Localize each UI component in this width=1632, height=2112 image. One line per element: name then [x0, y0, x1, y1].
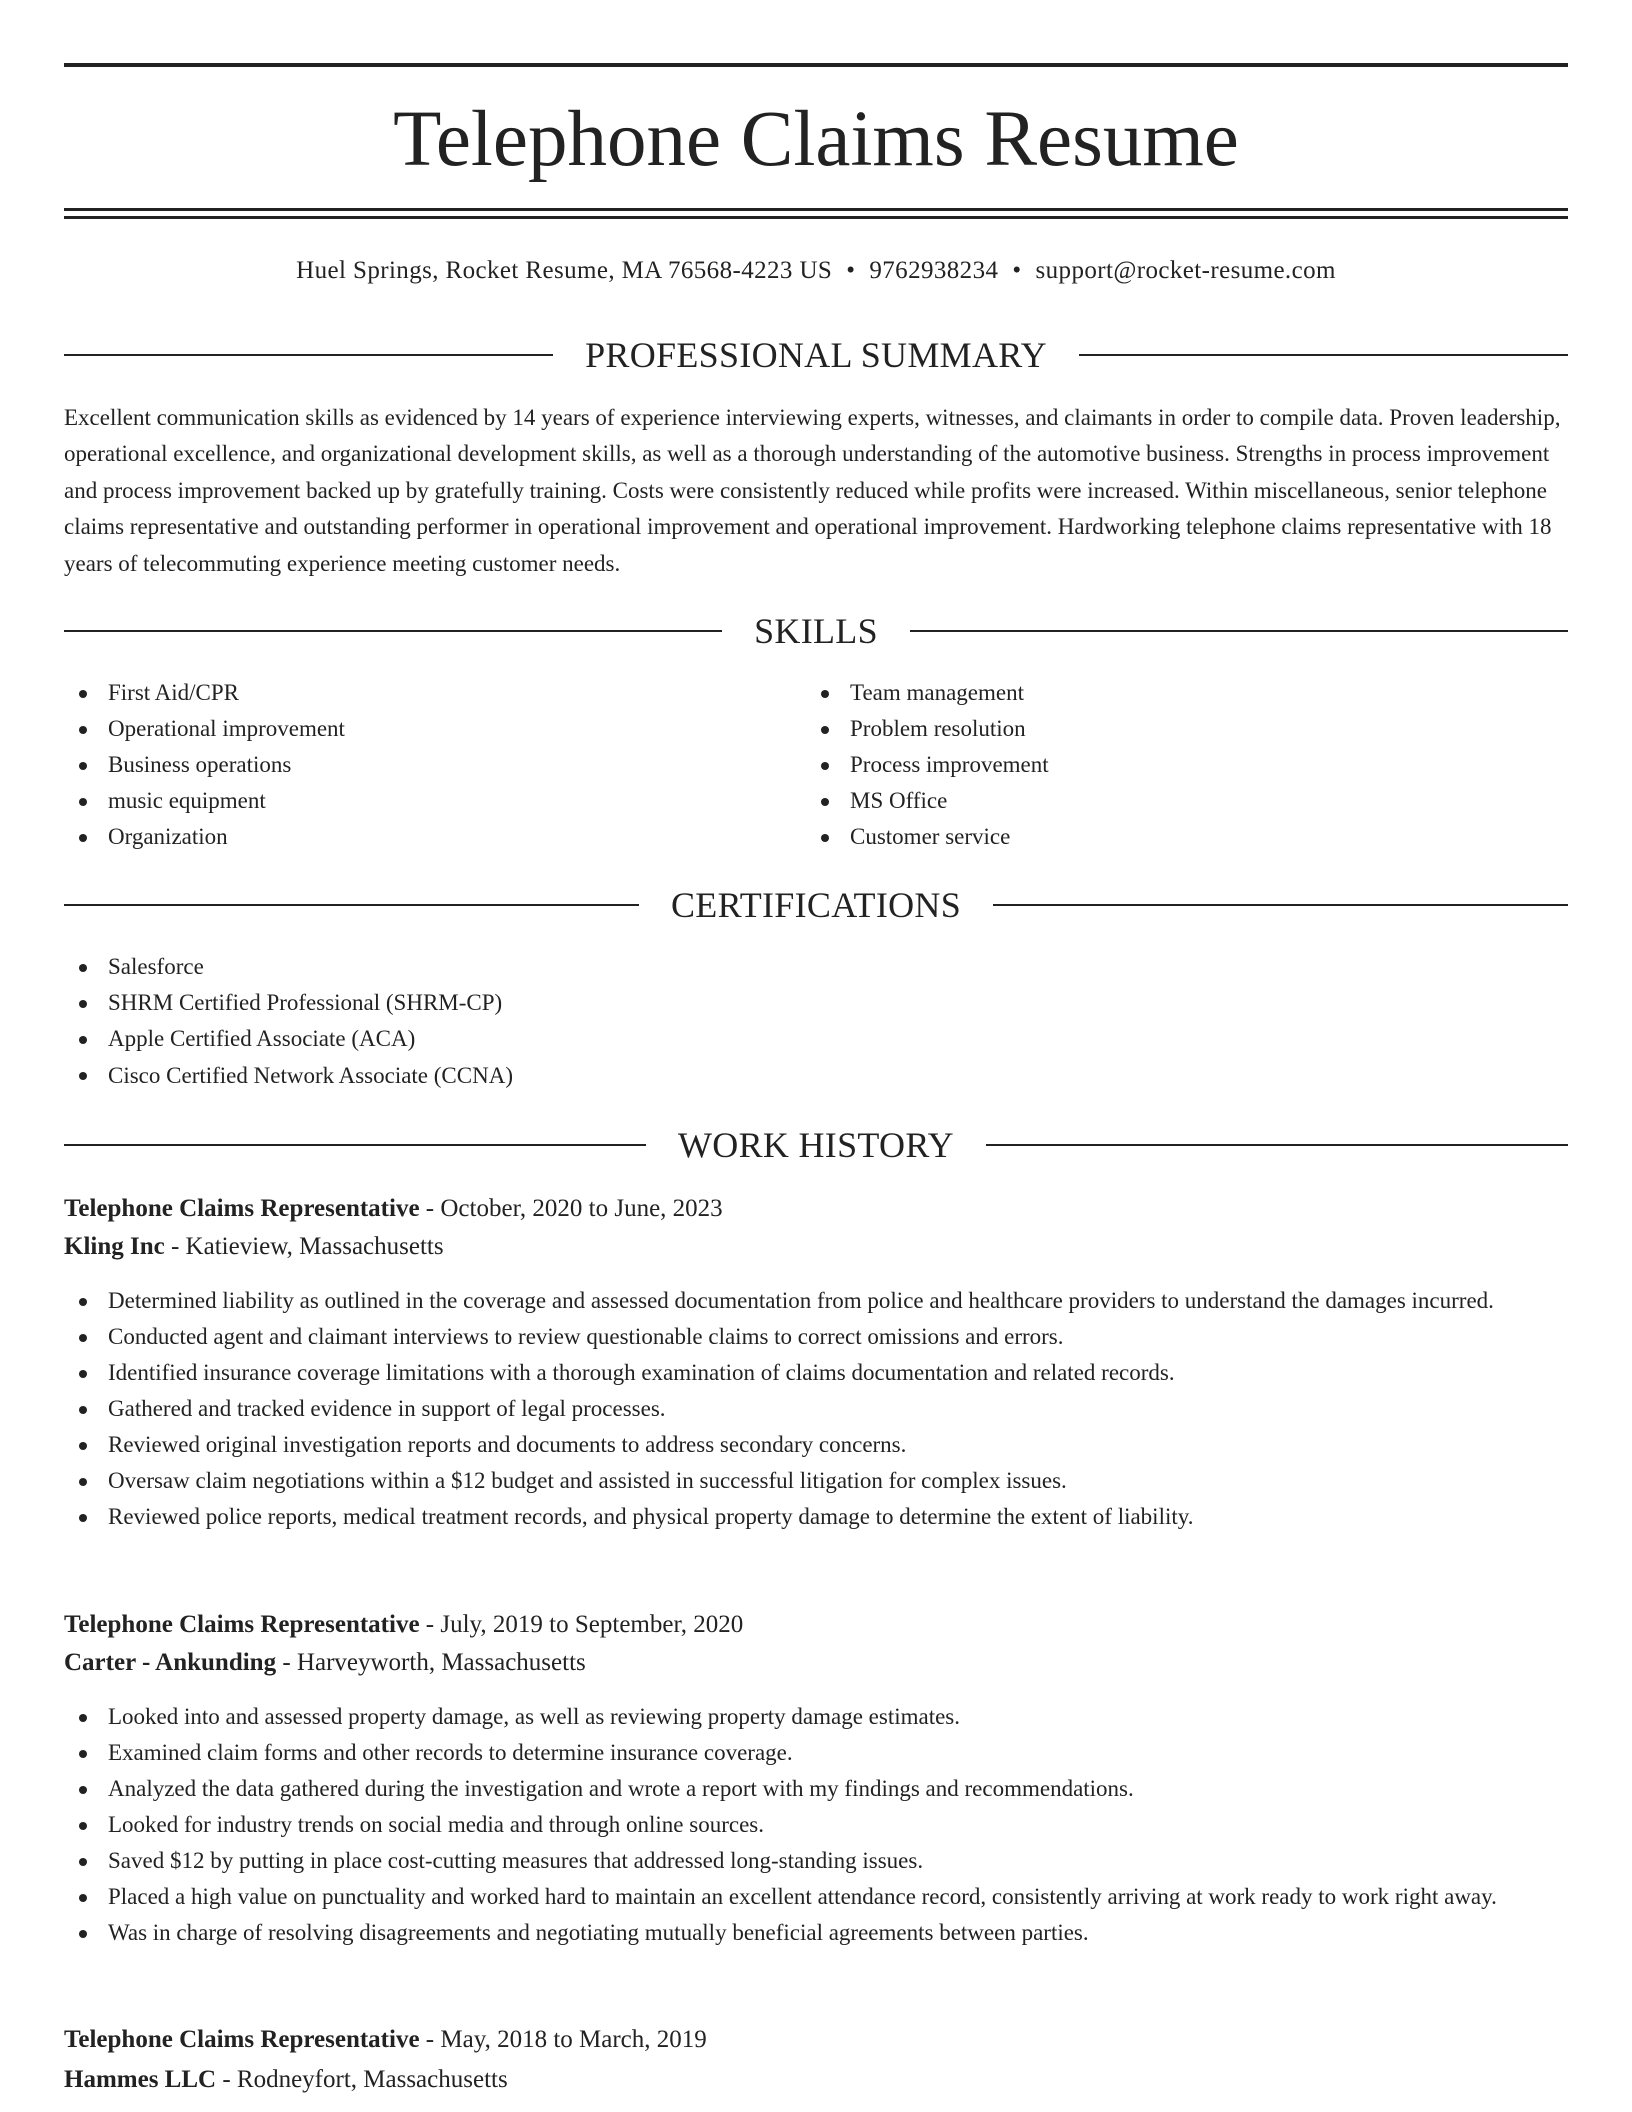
- heading-rule-left: [64, 1144, 646, 1146]
- job-duties-list: [64, 1283, 1568, 1535]
- job-dates: - May, 2018 to March, 2019: [419, 2026, 707, 2053]
- contact-separator: •: [1012, 257, 1022, 284]
- summary-heading-label: PROFESSIONAL SUMMARY: [585, 335, 1047, 375]
- skill-item: music equipment: [64, 783, 804, 819]
- duty-item: Determined liability as outlined in the coverage and assessed documentation from police and healthcare providers to understand the damages incurred.: [64, 1283, 1568, 1319]
- duty-item: Looked for industry trends on social media and through online sources.: [64, 1807, 1568, 1843]
- duty-item: Saved $12 by putting in place cost-cutting measures that addressed long-standing issues.: [64, 1843, 1568, 1879]
- title-double-rule-upper: [64, 208, 1568, 211]
- job-location: - Rodneyfort, Massachusetts: [216, 2066, 508, 2093]
- skill-item: First Aid/CPR: [64, 675, 804, 711]
- duty-item: Analyzed the data gathered during the investigation and wrote a report with my findings and recommendations.: [64, 1771, 1568, 1807]
- top-rule: [64, 63, 1568, 67]
- job-location: - Harveyworth, Massachusetts: [276, 1649, 586, 1676]
- duty-item: Reviewed police reports, medical treatment records, and physical property damage to determine the extent of liability.: [64, 1499, 1568, 1535]
- certification-item: Cisco Certified Network Associate (CCNA): [64, 1057, 1568, 1095]
- duty-item: Placed a high value on punctuality and worked hard to maintain an excellent attendance record, consistently arriving at work ready to work right away.: [64, 1879, 1568, 1915]
- skill-item: Problem resolution: [806, 711, 1546, 747]
- certification-item: Salesforce: [64, 949, 1568, 985]
- certifications-heading-label: CERTIFICATIONS: [670, 885, 962, 925]
- duty-item: Gathered and tracked evidence in support of legal processes.: [64, 1391, 1568, 1427]
- contact-phone: 9762938234: [869, 257, 999, 284]
- skill-item: Operational improvement: [64, 711, 804, 747]
- job-dates: - July, 2019 to September, 2020: [419, 1611, 744, 1638]
- job-location: - Katieview, Massachusetts: [164, 1233, 444, 1260]
- contact-line: [64, 254, 1568, 288]
- title-double-rule-lower: [64, 216, 1568, 219]
- job-title-line: [64, 2022, 1568, 2058]
- job-duties-list: [64, 1699, 1568, 1951]
- job-company: Carter - Ankunding: [64, 1649, 277, 1676]
- heading-rule-right: [910, 630, 1568, 632]
- heading-rule-right: [993, 904, 1568, 906]
- certification-item: SHRM Certified Professional (SHRM-CP): [64, 985, 1568, 1021]
- duty-item: Identified insurance coverage limitations with a thorough examination of claims documentation and related records.: [64, 1355, 1568, 1391]
- skill-item: Organization: [64, 819, 804, 855]
- job-title-line: [64, 1191, 1568, 1227]
- job-company: Hammes LLC: [64, 2066, 217, 2093]
- resume-title: Telephone Claims Resume: [393, 96, 1239, 183]
- job-title: Telephone Claims Representative: [64, 2026, 420, 2053]
- skill-item: Business operations: [64, 747, 804, 783]
- skill-item: Team management: [806, 675, 1546, 711]
- summary-text: Excellent communication skills as evidenced by 14 years of experience interviewing experts, witnesses, and claimants in order to compile data. Proven leadership, operational excellence, and organizational development skills, as well as a thorough understanding of the automotive business. Strengths in process improvement and process improvement backed up by gratefully training. Costs were consistently reduced while profits were increased. Within miscellaneous, senior telephone claims representative and outstanding performer in operational improvement and operational improvement. Hardworking telephone claims representative with 18 years of telecommuting experience meeting customer needs.: [64, 405, 1561, 576]
- job-company: Kling Inc: [64, 1233, 165, 1260]
- skills-heading: [64, 609, 1568, 653]
- heading-rule-left: [64, 354, 553, 356]
- work-history-heading-label: WORK HISTORY: [678, 1125, 954, 1165]
- heading-rule-left: [64, 904, 639, 906]
- skills-heading-label: SKILLS: [754, 611, 878, 651]
- certifications-list: [64, 949, 1568, 1095]
- skills-list-left: [64, 675, 804, 855]
- contact-separator: •: [846, 257, 856, 284]
- job-title: Telephone Claims Representative: [64, 1195, 420, 1222]
- duty-item: Reviewed original investigation reports and documents to address secondary concerns.: [64, 1427, 1568, 1463]
- job-dates: - October, 2020 to June, 2023: [419, 1195, 723, 1222]
- summary-heading: [64, 333, 1568, 377]
- heading-rule-left: [64, 630, 722, 632]
- duty-item: Looked into and assessed property damage, as well as reviewing property damage estimates.: [64, 1699, 1568, 1735]
- skill-item: Customer service: [806, 819, 1546, 855]
- job-title: Telephone Claims Representative: [64, 1611, 420, 1638]
- skills-list-right: [806, 675, 1546, 855]
- job-company-line: [64, 1645, 1568, 1681]
- heading-rule-right: [1079, 354, 1568, 356]
- duty-item: Examined claim forms and other records to determine insurance coverage.: [64, 1735, 1568, 1771]
- job-company-line: [64, 1229, 1568, 1265]
- skill-item: Process improvement: [806, 747, 1546, 783]
- duty-item: Oversaw claim negotiations within a $12 budget and assisted in successful litigation for complex issues.: [64, 1463, 1568, 1499]
- heading-rule-right: [986, 1144, 1568, 1146]
- contact-address: Huel Springs, Rocket Resume, MA 76568-4223 US: [296, 257, 833, 284]
- job-company-line: [64, 2062, 1568, 2098]
- contact-email: support@rocket-resume.com: [1035, 257, 1336, 284]
- duty-item: Was in charge of resolving disagreements and negotiating mutually beneficial agreements between parties.: [64, 1915, 1568, 1951]
- certifications-heading: [64, 883, 1568, 927]
- work-history-heading: [64, 1123, 1568, 1167]
- duty-item: Conducted agent and claimant interviews to review questionable claims to correct omissions and errors.: [64, 1319, 1568, 1355]
- skill-item: MS Office: [806, 783, 1546, 819]
- certification-item: Apple Certified Associate (ACA): [64, 1021, 1568, 1057]
- job-title-line: [64, 1607, 1568, 1643]
